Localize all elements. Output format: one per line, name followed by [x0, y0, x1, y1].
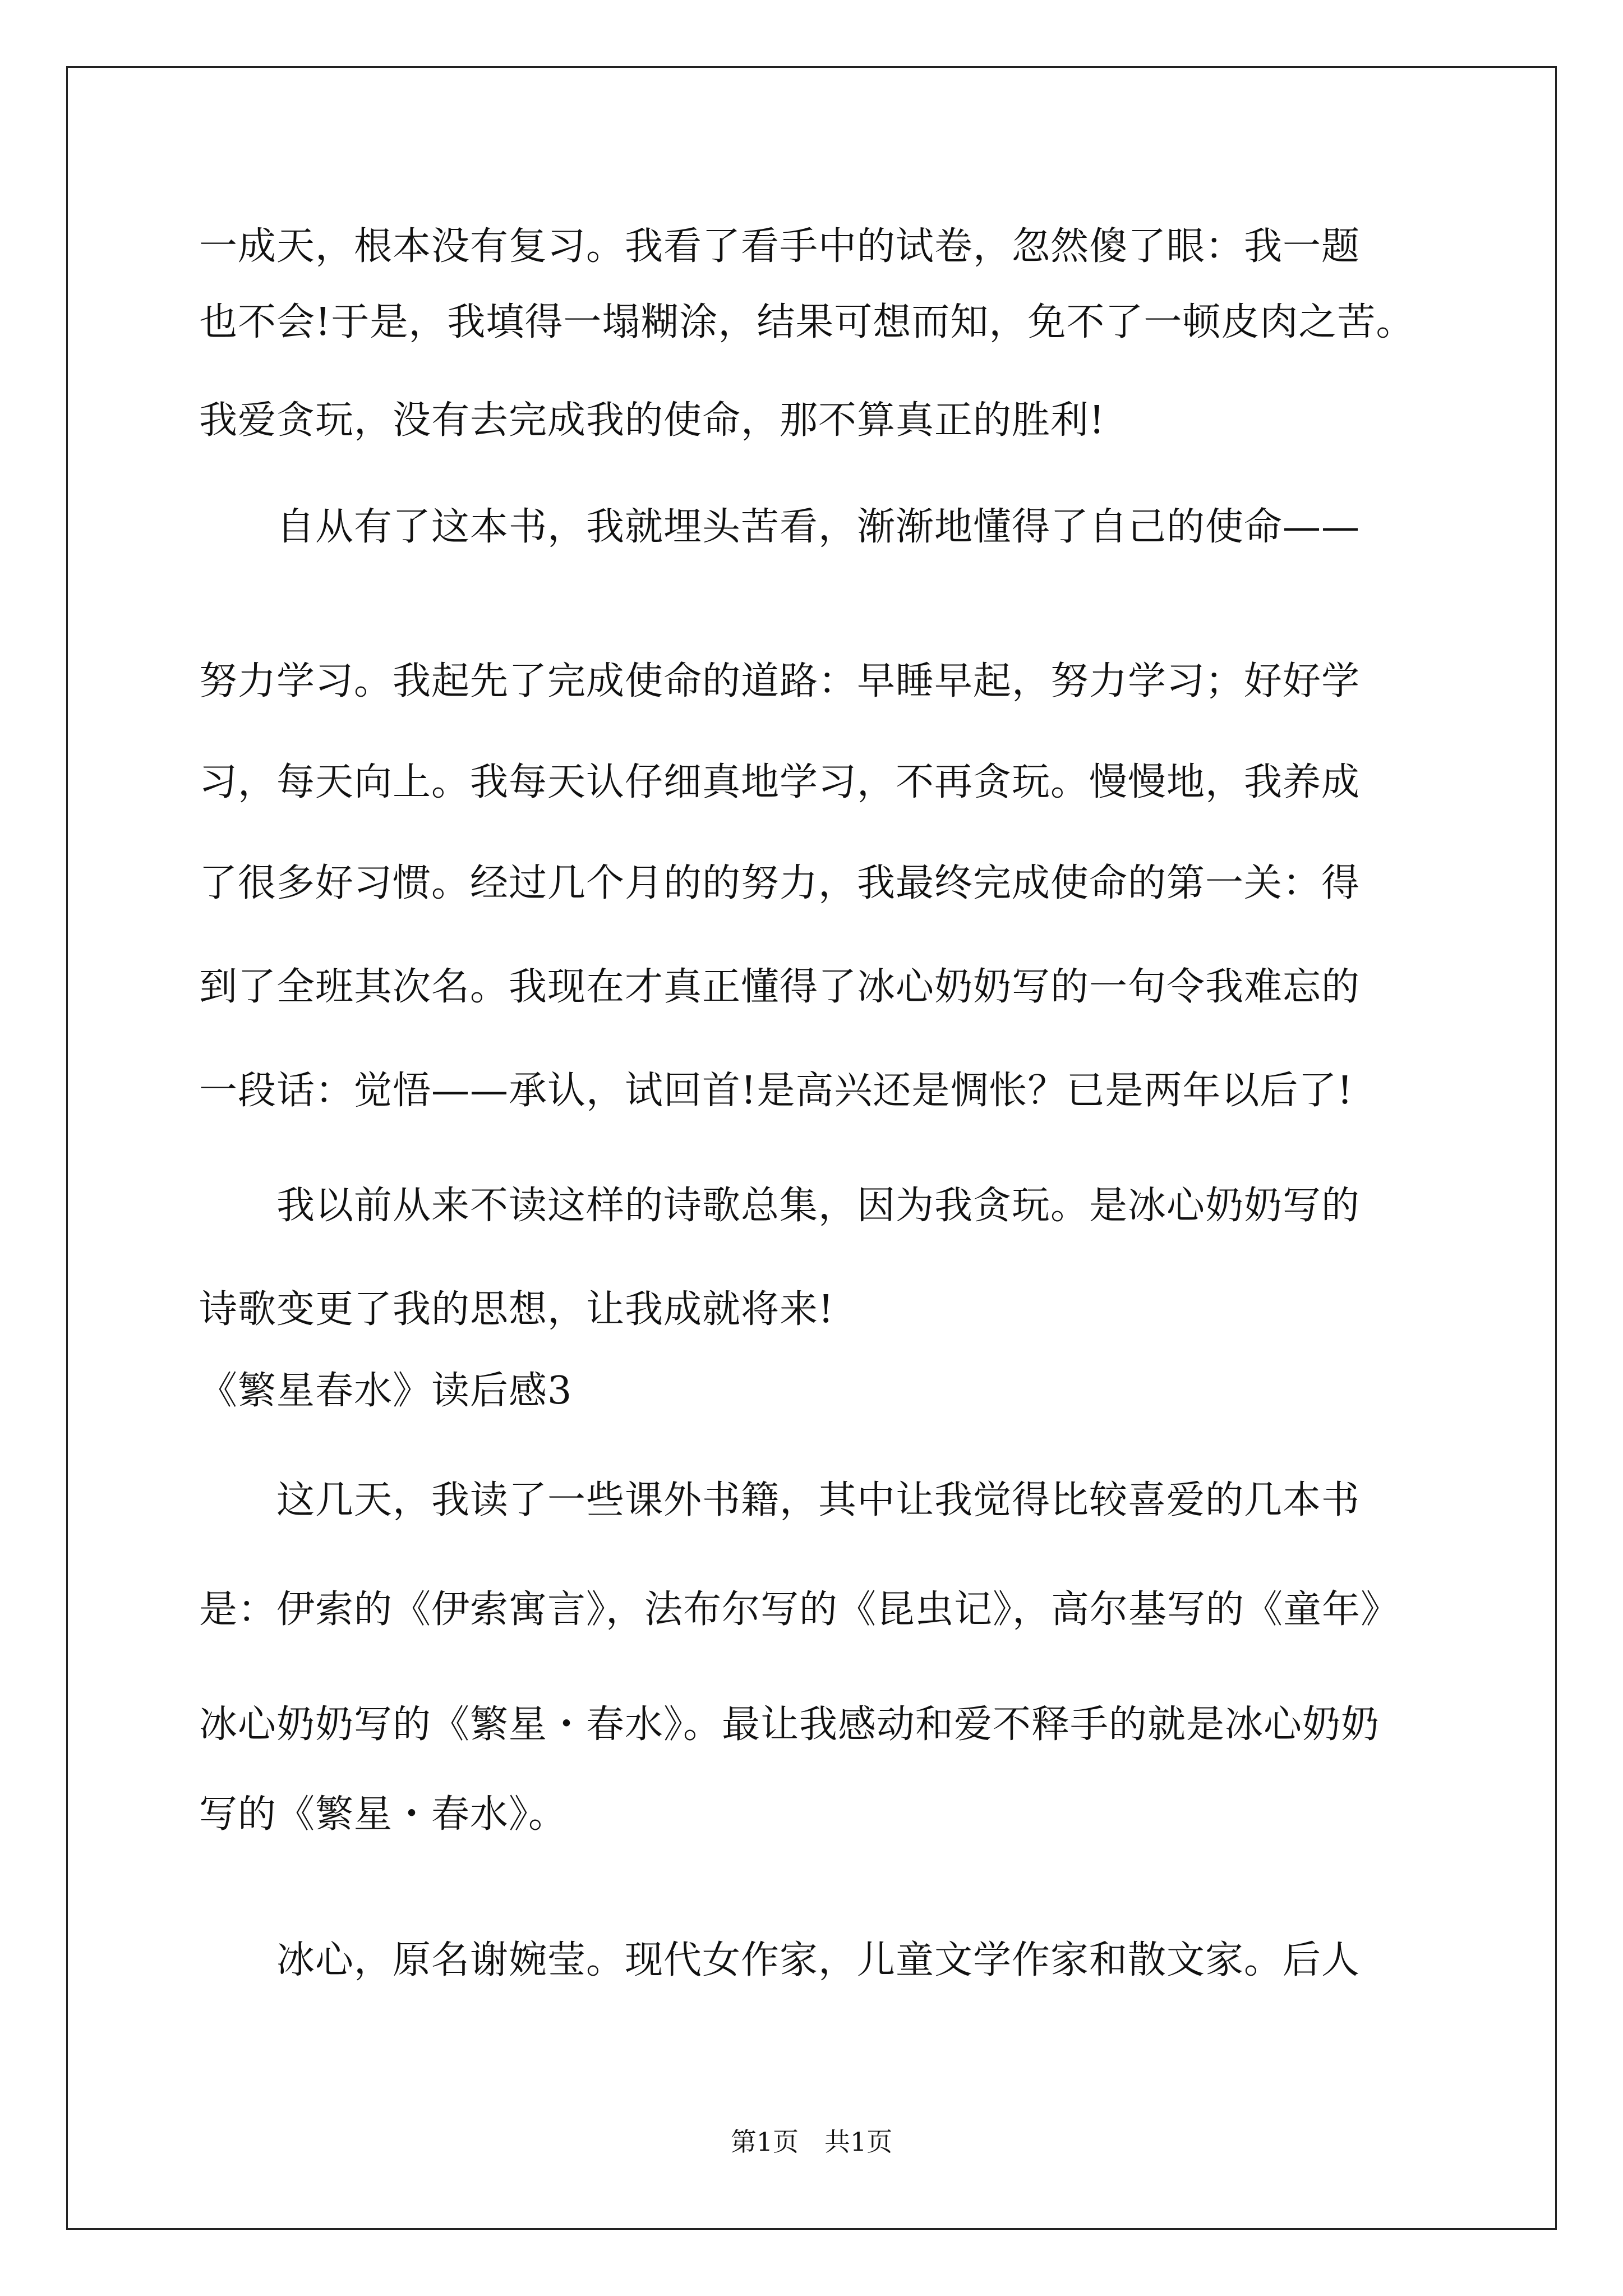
text-line: 我爱贪玩，没有去完成我的使命，那不算真正的胜利!: [199, 398, 1105, 443]
text-line: 冰心，原名谢婉莹。现代女作家，儿童文学作家和散文家。后人: [199, 1938, 1361, 1982]
text-line: 习，每天向上。我每天认仔细真地学习，不再贪玩。慢慢地，我养成: [199, 760, 1361, 804]
text-line: 诗歌变更了我的思想，让我成就将来!: [199, 1287, 834, 1332]
text-line: 冰心奶奶写的《繁星・春水》。最让我感动和爱不释手的就是冰心奶奶: [199, 1703, 1380, 1747]
page-footer: 第1页 共1页: [730, 2127, 893, 2157]
text-line: 了很多好习惯。经过几个月的的努力，我最终完成使命的第一关：得: [199, 861, 1361, 905]
text-line: 到了全班其次名。我现在才真正懂得了冰心奶奶写的一句令我难忘的: [199, 965, 1361, 1009]
text-line: 自从有了这本书，我就埋头苦看，渐渐地懂得了自己的使命——: [199, 505, 1361, 549]
section-heading: 《繁星春水》读后感3: [199, 1369, 573, 1413]
text-line: 我以前从来不读这样的诗歌总集，因为我贪玩。是冰心奶奶写的: [199, 1184, 1361, 1228]
text-line: 一段话：觉悟——承认，试回首!是高兴还是惆怅？已是两年以后了!: [199, 1069, 1353, 1113]
text-line: 写的《繁星・春水》。: [199, 1792, 568, 1837]
page-border: [66, 66, 1557, 2230]
text-line: 一成天，根本没有复习。我看了看手中的试卷，忽然傻了眼：我一题: [199, 224, 1361, 269]
text-line: 努力学习。我起先了完成使命的道路：早睡早起，努力学习；好好学: [199, 659, 1361, 703]
text-line: 这几天，我读了一些课外书籍，其中让我觉得比较喜爱的几本书: [199, 1478, 1361, 1522]
text-line: 也不会!于是，我填得一塌糊涂，结果可想而知，免不了一顿皮肉之苦。: [199, 300, 1415, 344]
text-line: 是：伊索的《伊索寓言》，法布尔写的《昆虫记》，高尔基写的《童年》: [199, 1588, 1400, 1632]
